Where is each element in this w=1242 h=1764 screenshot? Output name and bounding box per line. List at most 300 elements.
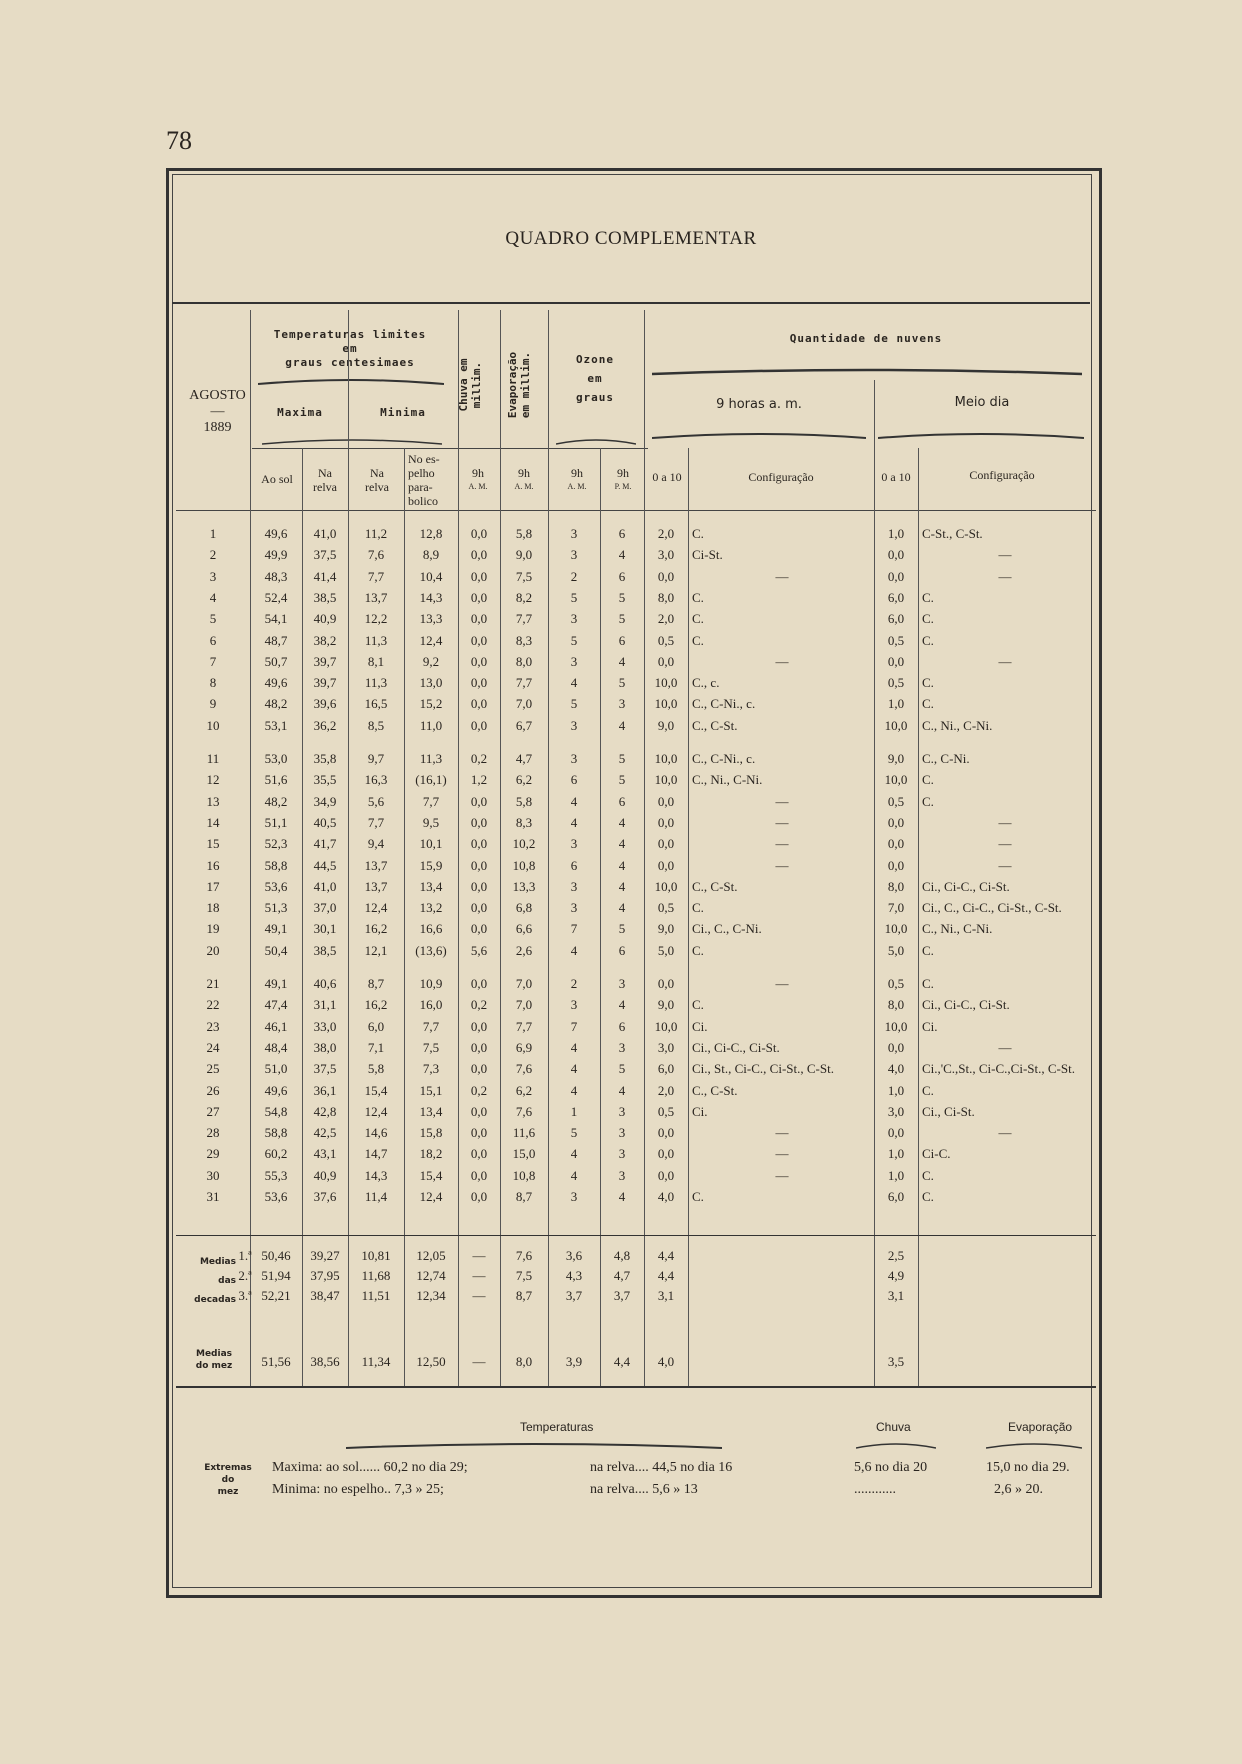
maxmin-brace [262, 438, 442, 444]
ozone-pm-cell: 6 [618, 568, 626, 584]
temp-group-line1: Temperaturas limites [273, 328, 427, 341]
day-cell: 14 [206, 814, 220, 830]
chuva-cell: 0,0 [470, 1103, 488, 1119]
ozone-am-cell: 3 [570, 547, 578, 563]
table-row [172, 794, 1090, 814]
temp-group-line2: em [342, 342, 358, 355]
ozone-pm-cell: 5 [618, 921, 626, 937]
ao-sol-cell: 54,8 [264, 1103, 288, 1119]
nuvens-9h-cell: 2,0 [657, 1082, 675, 1098]
nuvens-9h-cell: 6,0 [657, 1061, 675, 1077]
nuvens-9h-cell: 0,5 [657, 632, 675, 648]
ozone-pm-cell: 6 [618, 632, 626, 648]
ao-sol-cell: 50,46 [261, 1248, 291, 1263]
nuvens-meio-dia-cell: 10,0 [884, 717, 908, 733]
am-label: A. M. [514, 482, 534, 491]
ozone-pm-cell: 4 [618, 717, 626, 733]
config-meio-dia-cell: C., Ni., C-Ni. [922, 921, 993, 937]
ozone-am-header [554, 466, 600, 494]
relva-max-cell: 36,2 [313, 717, 337, 733]
ao-sol-header: Ao sol [261, 472, 293, 486]
config-meio-dia-cell: — [998, 568, 1012, 584]
chuva-min: ............ [854, 1482, 896, 1497]
table-row [172, 633, 1090, 653]
espelho-cell: 13,4 [419, 1103, 443, 1119]
evaporacao-cell: 13,3 [512, 878, 536, 894]
config-meio-dia-cell: C. [922, 675, 934, 691]
ozone-am-cell: 5 [570, 696, 578, 712]
config-meio-dia-cell: Ci., C., Ci-C., Ci-St., C-St. [922, 900, 1062, 916]
meio-dia-header: Meio dia [954, 395, 1010, 410]
footer-divider [176, 1386, 1096, 1388]
config-9h-cell: C. [692, 589, 704, 605]
nuvens-meio-dia-cell: 0,0 [887, 1125, 905, 1141]
ozone-header [548, 350, 642, 407]
title-divider [172, 302, 1090, 304]
ozone-am-cell: 3 [570, 717, 578, 733]
day-cell: 7 [209, 653, 217, 669]
ozone-pm-cell: 4 [618, 900, 626, 916]
espelho-l3: para- [408, 480, 433, 494]
espelho-cell: 16,6 [419, 921, 443, 937]
day-cell: 20 [206, 942, 220, 958]
config-meio-dia-cell: Ci., Ci-St. [922, 1103, 975, 1119]
config-9h-cell: C. [692, 942, 704, 958]
chuva-cell: 0,0 [470, 526, 488, 541]
relva-max-cell: 38,47 [310, 1288, 340, 1303]
espelho-cell: 7,5 [422, 1039, 440, 1055]
am-label: A. M. [567, 482, 587, 491]
relva-max-cell: 35,8 [313, 751, 337, 766]
relva-min-cell: 11,4 [364, 1189, 388, 1204]
relva-max-cell: 33,0 [313, 1018, 337, 1034]
ozone-am-cell: 3 [570, 1189, 578, 1204]
month-label: AGOSTO [189, 388, 246, 403]
config-meio-dia-cell: — [998, 1125, 1012, 1141]
espelho-cell: 9,2 [422, 653, 440, 669]
relva-min-cell: 16,3 [364, 772, 388, 788]
na-relva-max-header [302, 466, 348, 494]
nuvens-meio-dia-cell: 0,0 [887, 836, 905, 852]
ao-sol-cell: 51,6 [264, 772, 288, 788]
config-9h-cell: C., c. [692, 675, 720, 691]
relva-max-cell: 40,5 [313, 814, 337, 830]
relva-min-cell: 14,7 [364, 1146, 388, 1162]
ao-sol-cell: 53,1 [264, 717, 288, 733]
table-row [172, 526, 1090, 546]
evaporacao-cell: 7,0 [515, 997, 533, 1013]
ozone-pm-cell: 4,7 [613, 1268, 631, 1283]
ao-sol-cell: 58,8 [264, 857, 288, 873]
chuva-max: 5,6 no dia 20 [854, 1460, 928, 1475]
ozone-pm-cell: 4 [618, 814, 626, 830]
day-cell: 25 [206, 1061, 220, 1077]
nuvens-meio-dia-cell: 4,9 [887, 1268, 905, 1283]
nuvens-9h-cell: 0,0 [657, 1146, 675, 1162]
nuvens-meio-dia-cell: 10,0 [884, 921, 908, 937]
evaporacao-cell: 7,0 [515, 696, 533, 712]
chuva-cell: 0,0 [470, 1167, 488, 1183]
day-cell: 16 [206, 857, 220, 873]
chuva-cell: 0,0 [470, 696, 488, 712]
table-row [172, 1040, 1090, 1060]
ao-sol-cell: 49,1 [264, 976, 288, 991]
ao-sol-cell: 58,8 [264, 1125, 288, 1141]
evaporacao-cell: 7,6 [515, 1061, 533, 1077]
config-meio-dia-cell: C-St., C-St. [922, 526, 983, 541]
ao-sol-cell: 48,3 [264, 568, 288, 584]
zero-dez-header-2: 0 a 10 [881, 470, 911, 484]
evap-max: 15,0 no dia 29. [986, 1460, 1070, 1475]
relva-min-cell: 16,2 [364, 997, 388, 1013]
ozone-am-cell: 3,7 [565, 1288, 583, 1303]
decada-cell: 2.ª [238, 1268, 252, 1283]
nuvens-meio-dia-cell: 10,0 [884, 1018, 908, 1034]
ozone-pm-cell: 5 [618, 675, 626, 691]
ozone-am-cell: 7 [570, 1018, 578, 1034]
espelho-cell: 9,5 [422, 814, 440, 830]
table-row [172, 1168, 1090, 1188]
config-meio-dia-cell: C. [922, 696, 934, 712]
ozone-pm-cell: 4 [618, 878, 626, 894]
config-9h-cell: C. [692, 632, 704, 648]
espelho-l2: pelho [408, 466, 435, 480]
ao-sol-cell: 60,2 [264, 1146, 288, 1162]
espelho-cell: 8,9 [422, 547, 440, 563]
relva-min-cell: 8,1 [367, 653, 385, 669]
day-cell: 29 [206, 1146, 220, 1162]
nuvens-meio-dia-cell: 6,0 [887, 1189, 905, 1204]
relva-min-cell: 11,3 [364, 632, 388, 648]
medias-decada-row [172, 1268, 1090, 1288]
year-label: 1889 [203, 420, 232, 435]
nuvens-9h-cell: 0,0 [657, 568, 675, 584]
ozone-pm-cell: 3 [618, 1039, 626, 1055]
evap-min: 2,6 » 20. [994, 1482, 1043, 1497]
relva-max-cell: 41,7 [313, 836, 337, 852]
chuva-9h-header [460, 466, 496, 494]
relva-min-cell: 16,5 [364, 696, 388, 712]
evap-9h-header [500, 466, 548, 494]
ozone-pm-cell: 6 [618, 526, 626, 541]
relva-min-cell: 5,6 [367, 793, 385, 809]
relva-min-cell: 6,0 [367, 1018, 385, 1034]
ozone-am-cell: 4 [570, 1167, 578, 1183]
table-row [172, 611, 1090, 631]
relva-min-cell: 11,3 [364, 675, 388, 691]
ozone-am-cell: 3,9 [565, 1354, 583, 1369]
ozone-am-cell: 3 [570, 526, 578, 541]
config-9h-cell: — [775, 1167, 789, 1183]
relva-max-cell: 38,5 [313, 589, 337, 605]
config-9h-cell: Ci., Ci-C., Ci-St. [692, 1039, 780, 1055]
config-9h-cell: C. [692, 900, 704, 916]
day-cell: 2 [209, 547, 217, 563]
evaporacao-cell: 5,8 [515, 793, 533, 809]
config-9h-cell: — [775, 1125, 789, 1141]
evaporacao-header [506, 330, 536, 440]
evaporacao-cell: 8,3 [515, 632, 533, 648]
day-cell: 3 [209, 568, 217, 584]
pm-label: P. M. [614, 482, 632, 491]
na-relva-max-l1: Na [318, 466, 332, 480]
ozone-pm-cell: 3 [618, 976, 626, 991]
evaporacao-cell: 7,7 [515, 675, 533, 691]
config-meio-dia-cell: C., C-Ni. [922, 751, 970, 766]
espelho-cell: 12,4 [419, 632, 443, 648]
nuvens-meio-dia-cell: 0,0 [887, 547, 905, 563]
nuvens-9h-cell: 10,0 [654, 1018, 678, 1034]
config-meio-dia-cell: C. [922, 772, 934, 788]
evaporacao-cell: 10,8 [512, 857, 536, 873]
chuva-cell: 1,2 [470, 772, 488, 788]
config-meio-dia-cell: — [998, 653, 1012, 669]
evaporacao-cell: 8,3 [515, 814, 533, 830]
minima-header: Minima [380, 406, 426, 419]
table-row [172, 751, 1090, 771]
table-row [172, 858, 1090, 878]
relva-min-cell: 12,4 [364, 1103, 388, 1119]
nuvens-meio-dia-cell: 1,0 [887, 1082, 905, 1098]
relva-max-cell: 34,9 [313, 793, 337, 809]
table-row [172, 696, 1090, 716]
ao-sol-cell: 50,7 [264, 653, 288, 669]
month-header [180, 388, 255, 436]
config-9h-cell: — [775, 814, 789, 830]
espelho-cell: 12,50 [416, 1354, 446, 1369]
ao-sol-cell: 48,2 [264, 696, 288, 712]
ao-sol-cell: 50,4 [264, 942, 288, 958]
relva-min-cell: 14,3 [364, 1167, 388, 1183]
config-meio-dia-cell: C. [922, 611, 934, 627]
extremas-maxima: Maxima: ao sol...... 60,2 no dia 29; [272, 1460, 468, 1475]
config-meio-dia-cell: — [998, 1039, 1012, 1055]
config-9h-cell: — [775, 857, 789, 873]
chuva-cell: 0,0 [470, 1125, 488, 1141]
nuvens-9h-cell: 0,0 [657, 976, 675, 991]
evaporacao-cell: 7,5 [515, 1268, 533, 1283]
relva-max-cell: 44,5 [313, 857, 337, 873]
chuva-cell: 0,0 [470, 1018, 488, 1034]
config-9h-cell: C. [692, 526, 704, 541]
config-9h-cell: Ci. [692, 1103, 708, 1119]
day-cell: 13 [206, 793, 220, 809]
ozone-pm-cell: 4 [618, 1082, 626, 1098]
relva-max-cell: 37,95 [310, 1268, 340, 1283]
table-row [172, 943, 1090, 963]
ozone-am-cell: 4 [570, 1039, 578, 1055]
nuvens-9h-cell: 4,4 [657, 1268, 675, 1283]
nuvens-9h-cell: 10,0 [654, 751, 678, 766]
config-9h-cell: — [775, 793, 789, 809]
relva-max-cell: 38,0 [313, 1039, 337, 1055]
config-9h-cell: Ci., St., Ci-C., Ci-St., C-St. [692, 1061, 834, 1077]
day-cell: 17 [206, 878, 220, 894]
ao-sol-cell: 52,4 [264, 589, 288, 605]
evaporacao-cell: 7,7 [515, 1018, 533, 1034]
chuva-cell: 5,6 [470, 942, 488, 958]
ozone-am-cell: 3 [570, 900, 578, 916]
chuva-cell: 0,0 [470, 675, 488, 691]
espelho-cell: (13,6) [415, 942, 447, 958]
nuvens-meio-dia-cell: 0,0 [887, 857, 905, 873]
h9-label: 9h [518, 466, 530, 480]
decada-cell: 1.ª [238, 1248, 252, 1263]
ozone-am-cell: 4 [570, 1082, 578, 1098]
nuvens-meio-dia-cell: 3,0 [887, 1103, 905, 1119]
config-9h-cell: C., C-Ni., c. [692, 751, 756, 766]
nuvens-meio-dia-cell: 0,5 [887, 632, 905, 648]
relva-min-cell: 13,7 [364, 878, 388, 894]
table-row [172, 772, 1090, 792]
relva-min-cell: 11,34 [361, 1354, 391, 1369]
ozone-am-cell: 4 [570, 942, 578, 958]
ozone-pm-cell: 3 [618, 1167, 626, 1183]
nuvens-meio-dia-cell: 1,0 [887, 526, 905, 541]
relva-max-cell: 37,5 [313, 547, 337, 563]
ozone-am-cell: 4 [570, 1061, 578, 1077]
espelho-cell: 15,4 [419, 1167, 443, 1183]
chuva-line1: Chuva em [457, 358, 470, 412]
chuva-cell: 0,0 [470, 1189, 488, 1204]
relva-min-cell: 9,4 [367, 836, 385, 852]
relva-max-cell: 41,0 [313, 878, 337, 894]
ozone-pm-header [600, 466, 646, 494]
espelho-cell: 13,4 [419, 878, 443, 894]
ao-sol-cell: 49,6 [264, 1082, 288, 1098]
config-meio-dia-cell: C., Ni., C-Ni. [922, 717, 993, 733]
espelho-l1: No es- [408, 452, 440, 466]
nuvens-meio-dia-cell: 10,0 [884, 772, 908, 788]
relva-min-cell: 10,81 [361, 1248, 391, 1263]
ao-sol-cell: 52,21 [261, 1288, 291, 1303]
nuvens-meio-dia-cell: 6,0 [887, 611, 905, 627]
nuvens-meio-dia-cell: 2,5 [887, 1248, 905, 1263]
chuva-cell: 0,0 [470, 793, 488, 809]
relva-max-cell: 38,2 [313, 632, 337, 648]
medias-decada-row [172, 1288, 1090, 1308]
espelho-cell: 10,1 [419, 836, 443, 852]
espelho-cell: 16,0 [419, 997, 443, 1013]
table-row [172, 590, 1090, 610]
config-9h-cell: — [775, 1146, 789, 1162]
config-meio-dia-cell: C. [922, 976, 934, 991]
chuva-cell: 0,0 [470, 653, 488, 669]
config-9h-cell: — [775, 836, 789, 852]
footer-temperaturas: Temperaturas [520, 1420, 594, 1434]
footer-chuva-brace [856, 1442, 936, 1448]
ozone-pm-cell: 6 [618, 793, 626, 809]
medias-decada-row [172, 1248, 1090, 1268]
relva-min-cell: 11,2 [364, 526, 388, 541]
nuvens-9h-cell: 4,0 [657, 1189, 675, 1204]
relva-max-cell: 37,5 [313, 1061, 337, 1077]
evaporacao-cell: 8,0 [515, 1354, 533, 1369]
ozone-am-cell: 3 [570, 997, 578, 1013]
nuvens-meio-dia-cell: 7,0 [887, 900, 905, 916]
chuva-cell: 0,0 [470, 921, 488, 937]
espelho-cell: 7,7 [422, 1018, 440, 1034]
table-row [172, 1019, 1090, 1039]
nuvens-9h-cell: 10,0 [654, 772, 678, 788]
config-meio-dia-cell: Ci., Ci-C., Ci-St. [922, 997, 1010, 1013]
ozone-am-cell: 3 [570, 751, 578, 766]
day-cell: 31 [206, 1189, 220, 1204]
config-meio-dia-cell: C. [922, 1167, 934, 1183]
config-meio-dia-cell: C. [922, 793, 934, 809]
config-meio-dia-cell: — [998, 814, 1012, 830]
table-row [172, 654, 1090, 674]
month-dash: — [210, 404, 225, 419]
ao-sol-cell: 51,94 [261, 1268, 291, 1283]
nuvens-9h-cell: 3,1 [657, 1288, 675, 1303]
ozone-am-cell: 5 [570, 589, 578, 605]
ozone-pm-cell: 6 [618, 942, 626, 958]
evaporacao-cell: 7,6 [515, 1248, 533, 1263]
espelho-cell: 11,3 [419, 751, 443, 766]
maxima-header: Maxima [277, 406, 323, 419]
evaporacao-cell: 10,8 [512, 1167, 536, 1183]
ozone-am-cell: 4 [570, 675, 578, 691]
relva-max-cell: 35,5 [313, 772, 337, 788]
ao-sol-cell: 51,0 [264, 1061, 288, 1077]
page-number: 78 [166, 126, 192, 155]
day-cell: 9 [209, 696, 217, 712]
ozone-pm-cell: 5 [618, 1061, 626, 1077]
nuvens-9h-cell: 3,0 [657, 1039, 675, 1055]
espelho-cell: 15,8 [419, 1125, 443, 1141]
ozone-am-cell: 4 [570, 793, 578, 809]
espelho-cell: 15,2 [419, 696, 443, 712]
espelho-cell: 15,9 [419, 857, 443, 873]
ozone-am-cell: 1 [570, 1103, 578, 1119]
h9-label: 9h [571, 466, 583, 480]
config-9h-cell: Ci-St. [692, 547, 723, 563]
extremas-label [190, 1462, 266, 1498]
config-9h-cell: C. [692, 997, 704, 1013]
evaporacao-cell: 6,8 [515, 900, 533, 916]
decada-cell: 3.ª [238, 1288, 252, 1303]
extremas-relva-min: na relva.... 5,6 » 13 [590, 1482, 698, 1497]
evaporacao-cell: 6,2 [515, 1082, 533, 1098]
extremas-relva-max: na relva.... 44,5 no dia 16 [590, 1460, 733, 1475]
nuvens-meio-dia-cell: 8,0 [887, 878, 905, 894]
footer-temp-brace [346, 1442, 722, 1448]
config-meio-dia-cell: — [998, 547, 1012, 563]
md-label-3: decadas [194, 1295, 236, 1305]
ozone-pm-cell: 6 [618, 1018, 626, 1034]
ozone-brace [556, 438, 636, 444]
chuva-cell: 0,2 [470, 997, 488, 1013]
day-cell: 8 [209, 675, 217, 691]
ao-sol-cell: 49,6 [264, 675, 288, 691]
ozone-pm-cell: 3,7 [613, 1288, 631, 1303]
nuvens-9h-cell: 9,0 [657, 921, 675, 937]
table-row [172, 1104, 1090, 1124]
ozone-pm-cell: 4 [618, 857, 626, 873]
nuvens-meio-dia-cell: 0,0 [887, 814, 905, 830]
nuvens-9h-cell: 0,0 [657, 653, 675, 669]
table-row [172, 900, 1090, 920]
espelho-cell: 12,8 [419, 526, 443, 541]
relva-max-cell: 39,6 [313, 696, 337, 712]
nuvens-meio-dia-cell: 8,0 [887, 997, 905, 1013]
ao-sol-cell: 46,1 [264, 1018, 288, 1034]
day-cell: 18 [206, 900, 220, 916]
relva-max-cell: 40,6 [313, 976, 337, 991]
relva-min-cell: 13,7 [364, 857, 388, 873]
ozone-pm-cell: 3 [618, 1125, 626, 1141]
